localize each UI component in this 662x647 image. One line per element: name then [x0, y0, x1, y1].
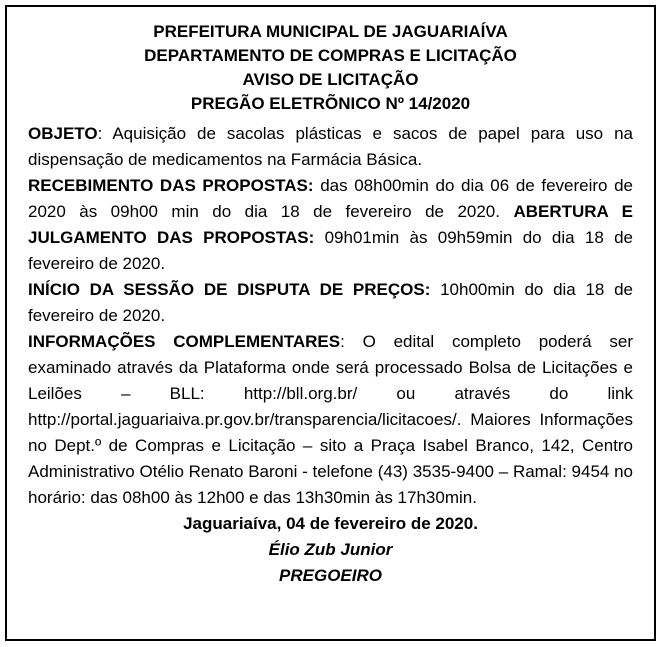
abertura-label: ABERTURA E JULGAMENTO DAS PROPOSTAS: — [28, 202, 633, 247]
objeto-label: OBJETO — [28, 124, 98, 143]
objeto-text: : Aquisição de sacolas plásticas e sacos de papel para uso na dispensação de medicamentos na Farmácia Básica. — [28, 124, 633, 169]
abertura-text: 09h01min às 09h59min do dia 18 de fevereiro de 2020. — [28, 228, 633, 273]
informacoes-text-1: : O edital completo poderá ser examinado através da Plataforma onde será processado Bolsa de Licitações e Leilões – BLL: — [28, 332, 633, 403]
recebimento-label: RECEBIMENTO DAS PROPOSTAS: — [28, 176, 321, 195]
informacoes-label: INFORMAÇÕES COMPLEMENTARES — [28, 332, 341, 351]
paragraph-disputa — [28, 277, 633, 329]
paragraph-objeto — [28, 121, 633, 173]
header-line-notice-type: AVISO DE LICITAÇÃO — [242, 70, 419, 89]
date-line: Jaguariaíva, 04 de fevereiro de 2020. — [183, 514, 478, 533]
document-body — [28, 121, 633, 511]
document-header — [28, 20, 633, 116]
header-line-municipality: PREFEITURA MUNICIPAL DE JAGUARIAÍVA — [153, 22, 508, 41]
portal-url-text: http://portal.jaguariaiva.pr.gov.br/transparencia/licitacoes/ — [28, 410, 457, 429]
informacoes-text-3: . Maiores Informações no Dept.º de Compras e Licitação – sito a Praça Isabel Branco, 142, Centro Administrativo Otélio Renato Baroni - telefone (43) 3535-9400 – Ramal: 9454 no horário: das 08h00 às 12h00 e das 13h30min às 17h30min. — [28, 410, 633, 507]
disputa-text: 10h00min do dia 18 de fevereiro de 2020. — [28, 280, 633, 325]
informacoes-text-2: ou através do link — [357, 384, 633, 403]
paragraph-propostas — [28, 173, 633, 277]
signer-role: PREGOEIRO — [279, 566, 382, 585]
recebimento-text: das 08h00min do dia 06 de fevereiro de 2020 às 09h00 min do dia 18 de fevereiro de 2020. — [28, 176, 634, 221]
paragraph-informacoes — [28, 329, 633, 511]
header-line-auction-number: PREGÃO ELETRÕNICO Nº 14/2020 — [190, 94, 471, 113]
signer-name: Élio Zub Junior — [268, 540, 393, 559]
bll-url-text: http://bll.org.br/ — [243, 384, 358, 403]
header-line-department: DEPARTAMENTO DE COMPRAS E LICITAÇÃO — [144, 46, 517, 65]
document-footer — [28, 511, 633, 589]
notice-document-frame — [5, 5, 656, 641]
disputa-label: INÍCIO DA SESSÃO DE DISPUTA DE PREÇOS: — [28, 280, 441, 299]
